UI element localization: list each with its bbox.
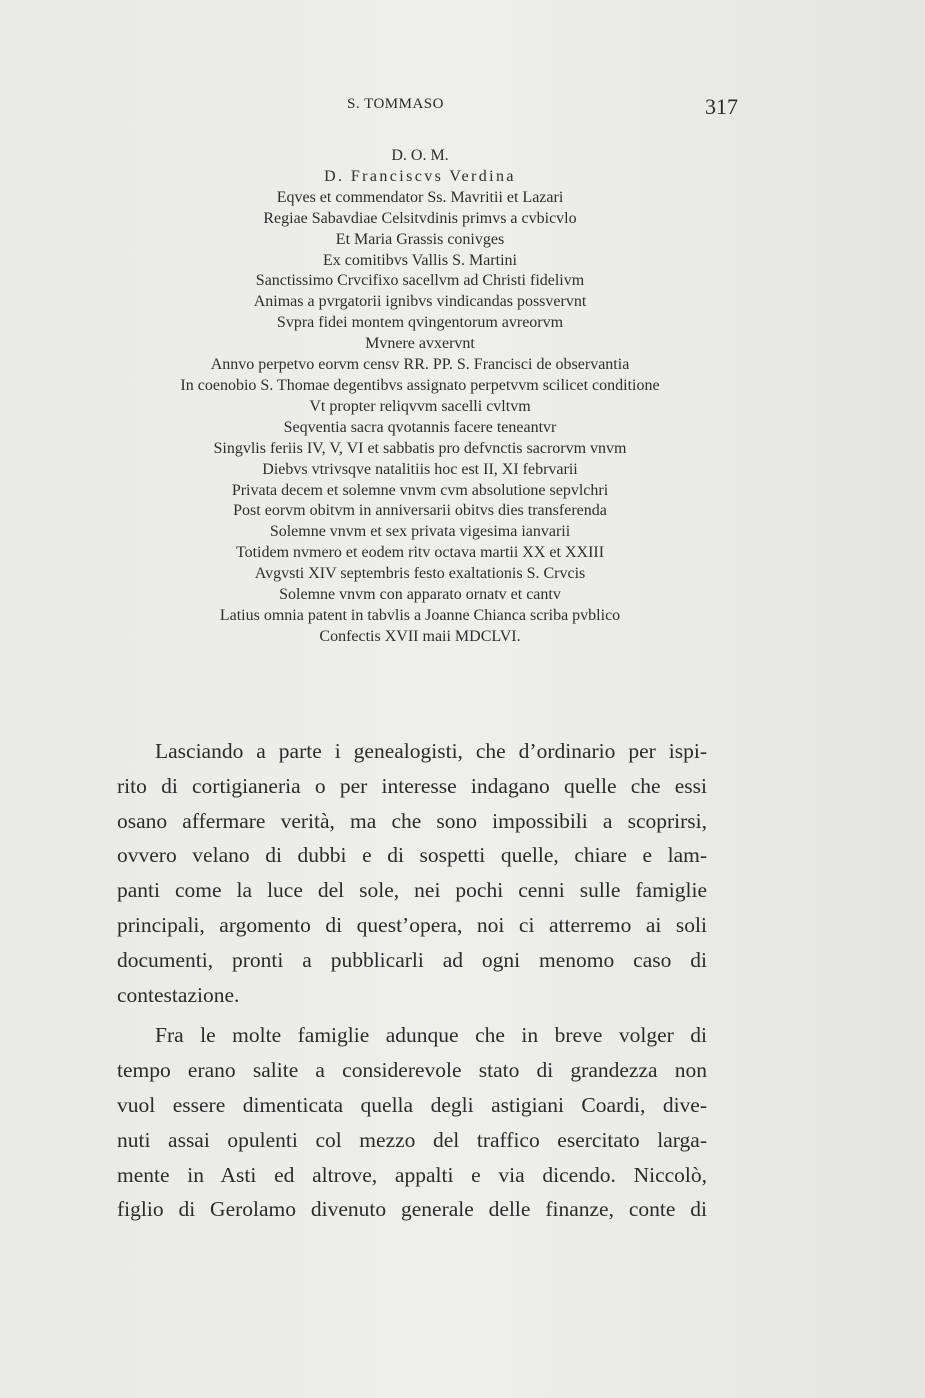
inscription-line: Solemne vnvm con apparato ornatv et cantv: [279, 586, 561, 604]
inscription-line: Post eorvm obitvm in anniversarii obitvs dies transferenda: [233, 502, 607, 520]
inscription-line: Annvo perpetvo eorvm censv RR. PP. S. Francisci de observantia: [210, 356, 630, 374]
text-line: panti come la luce del sole, nei pochi cenni sulle famiglie: [117, 878, 707, 903]
paragraph-2: [117, 1018, 707, 1227]
inscription-line: Privata decem et solemne vnvm cvm absolutione sepvlchri: [231, 481, 609, 499]
inscription-line: D. Franciscvs Verdina: [324, 167, 516, 185]
inscription-line: Regiae Sabavdiae Celsitvdinis primvs a cvbicvlo: [263, 209, 577, 227]
inscription-line: Eqves et commendator Ss. Mavritii et Lazari: [276, 188, 564, 206]
text-line: contestazione.: [117, 982, 240, 1007]
inscription-line: Sanctissimo Crvcifixo sacellvm ad Christi fidelivm: [255, 272, 585, 290]
page-number: 317: [705, 94, 738, 119]
inscription-line: Totidem nvmero et eodem ritv octava martii XX et XXIII: [235, 544, 605, 562]
text-line: principali, argomento di quest’opera, noi ci atterremo ai soli: [117, 912, 707, 937]
inscription-line: D. O. M.: [391, 147, 449, 164]
inscription-line: Vt propter reliqvvm sacelli cvltvm: [309, 397, 531, 415]
inscription-line: Singvlis feriis IV, V, VI et sabbatis pro defvnctis sacrorvm vnvm: [213, 439, 627, 457]
text-line: documenti, pronti a pubblicarli ad ogni menomo caso di: [117, 947, 707, 972]
inscription-line: In coenobio S. Thomae degentibvs assignato perpetvvm scilicet conditione: [180, 376, 660, 394]
text-line: vuol essere dimenticata quella degli astigiani Coardi, dive-: [117, 1092, 707, 1117]
inscription-line: Diebvs vtrivsqve natalitiis hoc est II, XI febrvarii: [262, 460, 578, 478]
inscription-line: Solemne vnvm et sex privata vigesima ianvarii: [269, 523, 571, 541]
text-line: ovvero velano di dubbi e di sospetti quelle, chiare e lam-: [117, 843, 707, 868]
inscription-line: Ex comitibvs Vallis S. Martini: [323, 251, 517, 269]
running-head: [345, 96, 765, 122]
inscription-line: Latius omnia patent in tabvlis a Joanne Chianca scriba pvblico: [219, 606, 621, 624]
inscription-line: Seqventia sacra qvotannis facere teneantvr: [283, 418, 557, 436]
latin-inscription: [100, 146, 740, 648]
text-line: nuti assai opulenti col mezzo del traffico esercitato larga-: [117, 1127, 707, 1152]
text-line: mente in Asti ed altrove, appalti e via dicendo. Niccolò,: [117, 1162, 707, 1187]
inscription-line: Et Maria Grassis conivges: [335, 230, 505, 248]
inscription-line: Avgvsti XIV septembris festo exaltationis S. Crvcis: [254, 565, 586, 583]
inscription-line: Confectis XVII maii MDCLVI.: [319, 627, 521, 645]
text-line: Lasciando a parte i genealogisti, che d’ordinario per ispi-: [155, 739, 707, 763]
text-line: rito di cortigianeria o per interesse indagano quelle che essi: [117, 773, 707, 798]
text-line: tempo erano salite a considerevole stato di grandezza non: [117, 1058, 707, 1083]
text-line: osano affermare verità, ma che sono impossibili a scoprirsi,: [117, 808, 707, 833]
body-text: [117, 734, 707, 1227]
text-line: figlio di Gerolamo divenuto generale delle finanze, conte di: [117, 1197, 707, 1222]
text-line: Fra le molte famiglie adunque che in breve volger di: [155, 1023, 707, 1048]
paragraph-1: [117, 734, 707, 1012]
inscription-line: Svpra fidei montem qvingentorum avreorvm: [276, 314, 564, 332]
inscription-line: Mvnere avxervnt: [365, 335, 475, 353]
inscription-line: Animas a pvrgatorii ignibvs vindicandas possvervnt: [253, 293, 587, 311]
running-title: S. TOMMASO: [347, 96, 444, 112]
